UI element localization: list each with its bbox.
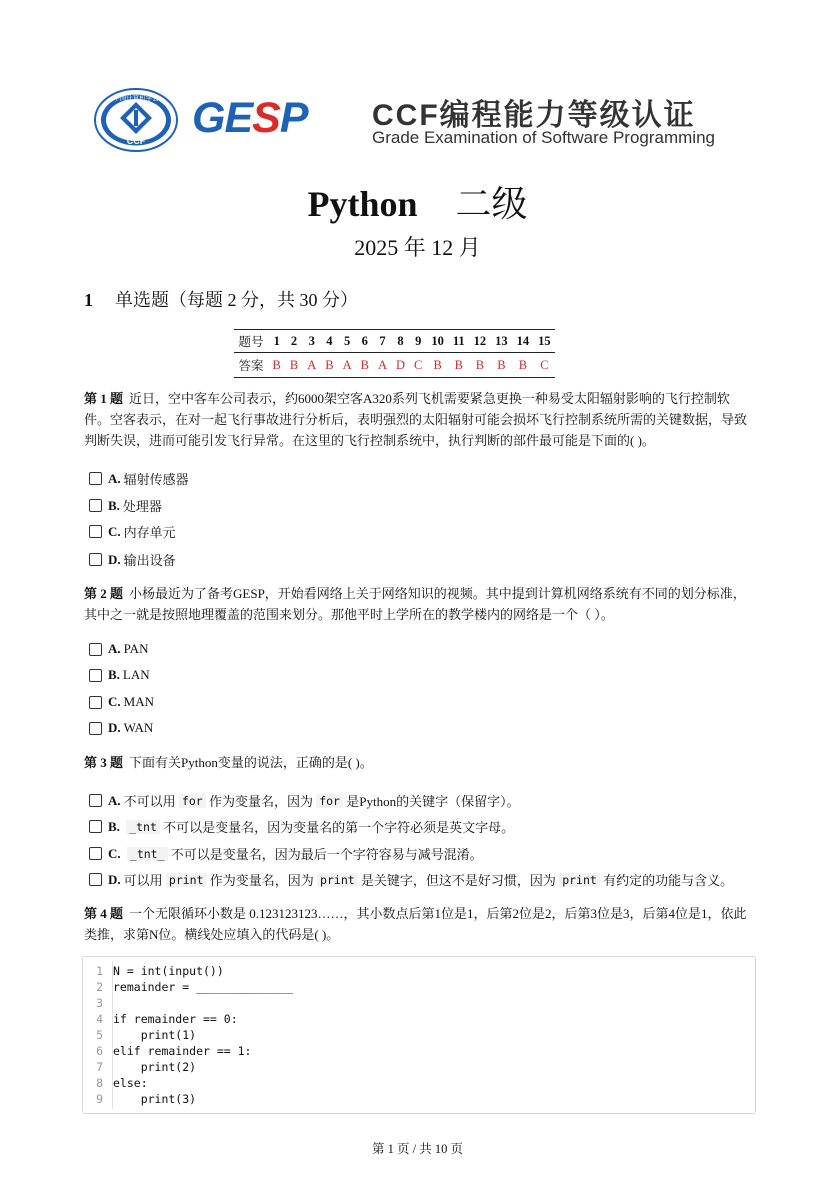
question-number-cell: 1 xyxy=(268,330,285,353)
answer-cell: D xyxy=(391,353,409,378)
code-line xyxy=(83,1075,148,1091)
option-3b[interactable] xyxy=(89,817,514,836)
answer-cell: C xyxy=(534,353,556,378)
checkbox[interactable] xyxy=(89,847,102,860)
code-line xyxy=(83,1011,238,1027)
option-letter: A. xyxy=(108,641,121,656)
certification-title-en: Grade Examination of Software Programming xyxy=(372,128,715,147)
option-text: 辐射传感器 xyxy=(123,472,189,487)
code-text: print(2) xyxy=(113,1060,197,1074)
answer-cell: C xyxy=(410,353,427,378)
line-number: 2 xyxy=(96,980,103,994)
option-3a[interactable] xyxy=(89,791,520,810)
code-line xyxy=(83,995,113,1011)
inline-code: print xyxy=(317,873,358,887)
checkbox[interactable] xyxy=(89,696,102,709)
line-number: 1 xyxy=(96,964,103,978)
option-text: 是Python的关键字（保留字）。 xyxy=(346,794,520,809)
question-number-cell: 14 xyxy=(512,330,534,353)
answer-cell: A xyxy=(338,353,356,378)
page-footer: 第 1 页 / 共 10 页 xyxy=(372,1142,463,1156)
question-number-cell: 2 xyxy=(285,330,302,353)
inline-code: for xyxy=(316,794,343,808)
answer-table-label: 题号 xyxy=(234,330,268,353)
option-text: LAN xyxy=(122,667,150,682)
option-letter: C. xyxy=(108,694,121,709)
code-block xyxy=(82,956,756,1114)
answer-cell: B xyxy=(448,353,469,378)
option-3c[interactable] xyxy=(89,844,483,863)
option-letter: D. xyxy=(108,720,121,735)
code-text: if remainder == 0: xyxy=(113,1012,238,1026)
checkbox[interactable] xyxy=(89,643,102,656)
answer-cell: B xyxy=(268,353,285,378)
option-text: 内存单元 xyxy=(123,525,176,540)
title-level: 二级 xyxy=(455,184,528,224)
inline-code: _tnt_ xyxy=(127,847,168,861)
checkbox[interactable] xyxy=(89,873,102,886)
question-1 xyxy=(84,388,750,451)
option-letter: B. xyxy=(108,667,120,682)
svg-text:CCF: CCF xyxy=(126,136,146,146)
certification-title-cn: CCF编程能力等级认证 xyxy=(372,99,696,132)
answer-cell: B xyxy=(427,353,449,378)
code-line xyxy=(83,1091,196,1107)
code-text: elif remainder == 1: xyxy=(113,1044,252,1058)
question-number-cell: 11 xyxy=(448,330,469,353)
title-language: Python xyxy=(307,184,418,224)
answer-cell: B xyxy=(491,353,513,378)
answer-cell: B xyxy=(512,353,534,378)
option-text: WAN xyxy=(123,720,154,735)
question-label: 第 4 题 xyxy=(84,906,124,921)
question-number-cell: 15 xyxy=(534,330,556,353)
question-text: 小杨最近为了备考GESP，开始看网络上关于网络知识的视频。其中提到计算机网络系统有不同的划分标准，其中之一就是按照地理覆盖的范围来划分。那他平时上学所在的教学楼内的网络是一个（ ）。 xyxy=(84,586,746,622)
answer-cell: B xyxy=(321,353,338,378)
option-1a[interactable] xyxy=(89,469,189,488)
option-letter: C. xyxy=(108,845,121,861)
answer-table-answer-row xyxy=(234,353,555,378)
question-number-cell: 6 xyxy=(356,330,373,353)
option-text: PAN xyxy=(123,641,149,656)
option-1c[interactable] xyxy=(89,522,176,541)
option-letter: B. xyxy=(108,497,120,513)
checkbox[interactable] xyxy=(89,499,102,512)
option-letter: A. xyxy=(108,470,121,486)
question-number-cell: 7 xyxy=(373,330,391,353)
question-text: 一个无限循环小数是 0.123123123……，其小数点后第1位是1，后第2位是2，后第3位是3，后第4位是1，依此类推，求第N位。横线处应填入的代码是( )。 xyxy=(84,906,747,942)
checkbox[interactable] xyxy=(89,669,102,682)
checkbox[interactable] xyxy=(89,722,102,735)
option-letter: C. xyxy=(108,523,121,539)
option-text: 不可以是变量名，因为变量名的第一个字符必须是英文字母。 xyxy=(163,820,515,835)
code-text: print(3) xyxy=(113,1092,197,1106)
question-number-cell: 13 xyxy=(491,330,513,353)
question-number-cell: 5 xyxy=(338,330,356,353)
answer-cell: B xyxy=(469,353,491,378)
header xyxy=(94,88,744,154)
code-line xyxy=(83,1043,251,1059)
question-3 xyxy=(84,752,750,773)
option-text: 输出设备 xyxy=(123,553,176,568)
question-number-cell: 10 xyxy=(427,330,449,353)
line-number: 8 xyxy=(96,1076,103,1090)
code-text: print(1) xyxy=(113,1028,197,1042)
question-text: 近日，空中客车公司表示，约6000架空客A320系列飞机需要紧急更换一种易受太阳辐射影响的飞行控制软件。空客表示，在对一起飞行事故进行分析后，表明强烈的太阳辐射可能会损坏飞行控制系统所需的关键数据，导致判断失误，进而可能引发飞行异常。在这里的飞行控制系统中，执行判断的部件最可能是下面的( )。 xyxy=(84,391,748,448)
code-text: N = int(input()) xyxy=(113,964,224,978)
code-text: remainder = ______________ xyxy=(113,980,294,994)
section-number: 1 xyxy=(84,290,93,310)
answer-table xyxy=(234,329,555,378)
option-letter: D. xyxy=(108,551,121,567)
code-text: else: xyxy=(113,1076,148,1090)
option-letter: A. xyxy=(108,792,121,808)
question-2 xyxy=(84,583,750,625)
code-line xyxy=(83,963,224,979)
section-text: 单选题（每题 2 分，共 30 分） xyxy=(115,290,358,310)
page-title xyxy=(0,176,835,227)
checkbox[interactable] xyxy=(89,525,102,538)
checkbox[interactable] xyxy=(89,794,102,807)
option-2c[interactable] xyxy=(89,694,154,710)
question-text: 下面有关Python变量的说法，正确的是( )。 xyxy=(129,755,373,770)
option-text: 可以用 xyxy=(123,873,163,888)
line-number: 6 xyxy=(96,1044,103,1058)
exam-date: 2025 年 12 月 xyxy=(354,235,481,260)
inline-code: for xyxy=(179,794,206,808)
checkbox[interactable] xyxy=(89,820,102,833)
option-text: 不可以是变量名，因为最后一个字符容易与减号混淆。 xyxy=(170,847,483,862)
section-heading xyxy=(84,286,358,312)
answer-cell: B xyxy=(356,353,373,378)
line-number: 5 xyxy=(96,1028,103,1042)
inline-code: _tnt xyxy=(126,820,160,834)
answer-cell: A xyxy=(373,353,391,378)
question-label: 第 1 题 xyxy=(84,391,124,406)
option-text: 不可以用 xyxy=(123,794,176,809)
option-letter: B. xyxy=(108,818,120,834)
question-number-cell: 8 xyxy=(391,330,409,353)
option-letter: D. xyxy=(108,871,121,887)
line-number: 9 xyxy=(96,1092,103,1106)
answer-table-number-row xyxy=(234,330,555,353)
option-text: 处理器 xyxy=(122,499,162,514)
option-text: MAN xyxy=(123,694,154,709)
question-4 xyxy=(84,903,750,945)
ccf-logo xyxy=(94,88,178,152)
checkbox[interactable] xyxy=(89,472,102,485)
question-label: 第 3 题 xyxy=(84,755,124,770)
question-number-cell: 9 xyxy=(410,330,427,353)
question-number-cell: 4 xyxy=(321,330,338,353)
code-line xyxy=(83,979,293,995)
option-2d[interactable] xyxy=(89,720,153,736)
option-text: 作为变量名，因为 xyxy=(208,794,313,809)
gesp-logo: GESP xyxy=(192,94,308,142)
question-label: 第 2 题 xyxy=(84,586,124,601)
inline-code: print xyxy=(559,873,600,887)
answer-cell: B xyxy=(285,353,302,378)
option-2a[interactable] xyxy=(89,641,148,657)
option-3d[interactable] xyxy=(89,870,733,889)
code-line xyxy=(83,1059,196,1075)
answer-cell: A xyxy=(303,353,321,378)
option-2b[interactable] xyxy=(89,667,150,683)
line-number: 4 xyxy=(96,1012,103,1026)
option-text: 有约定的功能与含义。 xyxy=(603,873,734,888)
option-1d[interactable] xyxy=(89,550,176,569)
question-number-cell: 12 xyxy=(469,330,491,353)
question-number-cell: 3 xyxy=(303,330,321,353)
svg-text:中国计算机学会: 中国计算机学会 xyxy=(113,94,159,102)
line-number: 7 xyxy=(96,1060,103,1074)
answer-table-label: 答案 xyxy=(234,353,268,378)
inline-code: print xyxy=(166,873,207,887)
checkbox[interactable] xyxy=(89,553,102,566)
option-text: 是关键字，但这不是好习惯，因为 xyxy=(360,873,556,888)
line-number: 3 xyxy=(96,996,103,1010)
code-line xyxy=(83,1027,196,1043)
option-1b[interactable] xyxy=(89,496,162,515)
option-text: 作为变量名，因为 xyxy=(209,873,314,888)
